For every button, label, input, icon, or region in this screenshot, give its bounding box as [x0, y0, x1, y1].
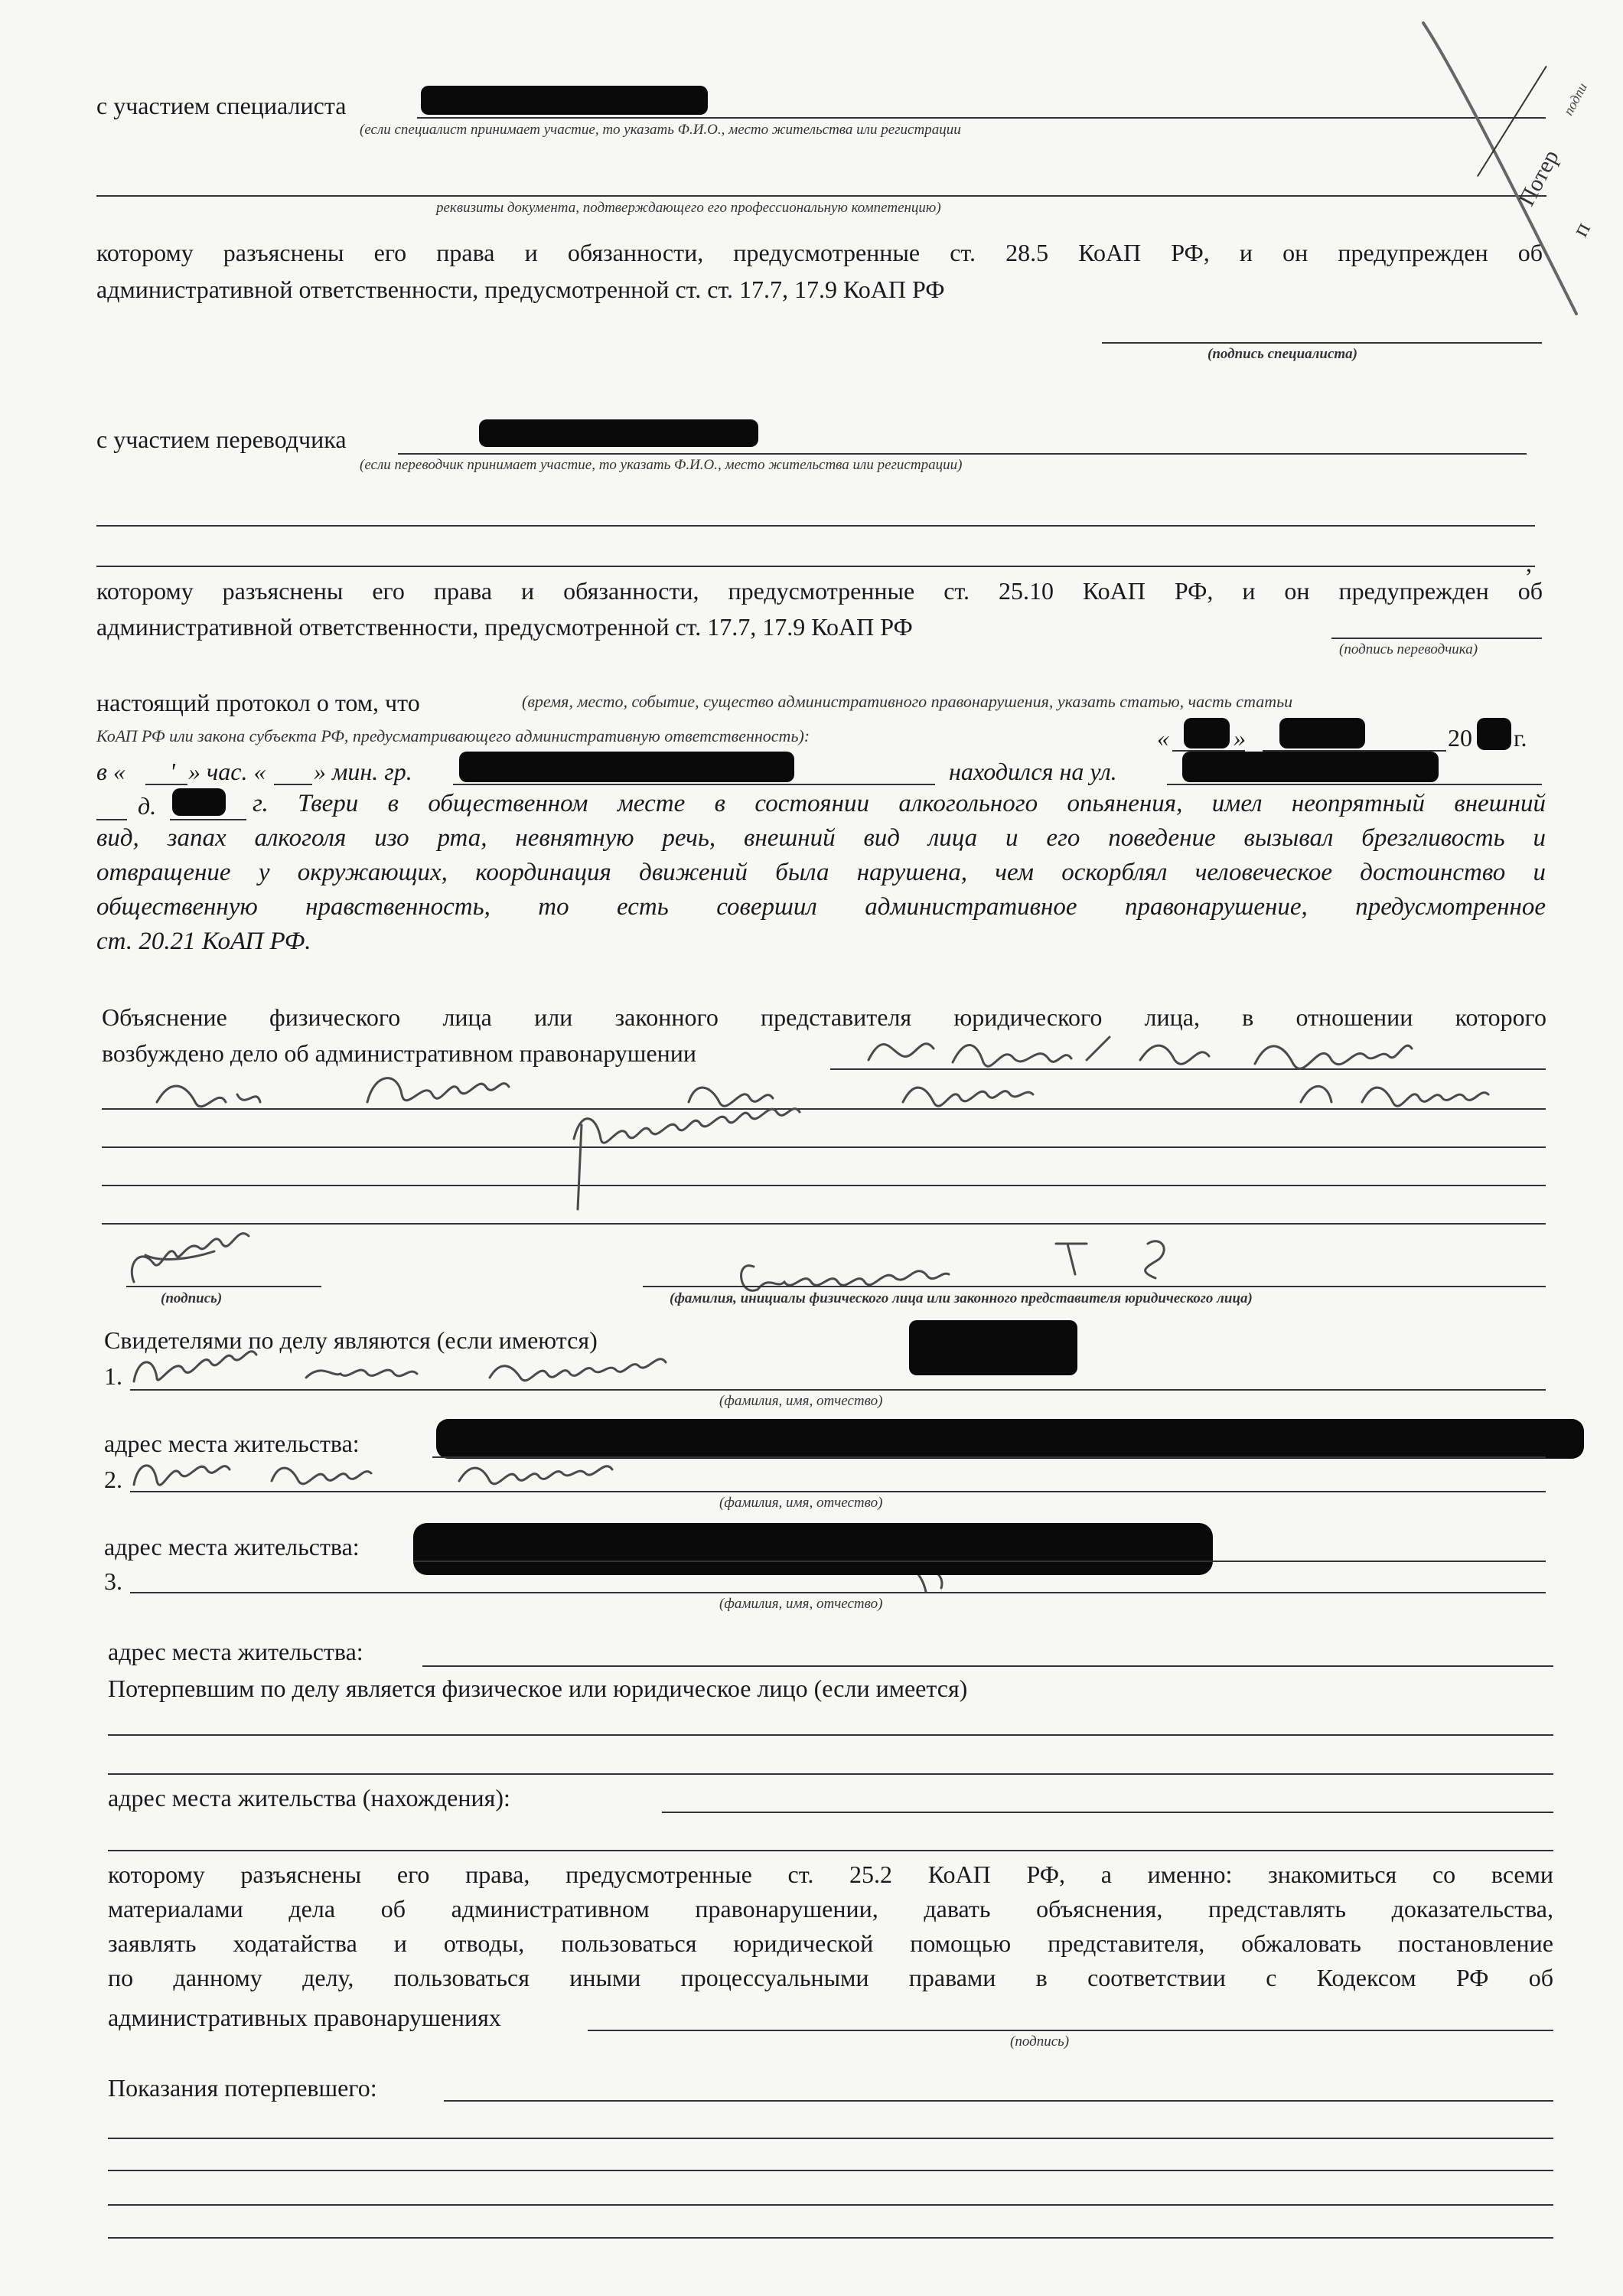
- victim-rights-line1: которому разъяснены его права, предусмотренные ст. 25.2 КоАП РФ, а именно: знакомиться со всеми: [108, 1861, 1553, 1888]
- witness3-fio-line[interactable]: [130, 1592, 1546, 1593]
- translator-comma: ,: [1526, 550, 1532, 577]
- victim-sign-hint: (подпись): [1010, 2033, 1070, 2050]
- protocol-body-line5: ст. 20.21 КоАП РФ.: [96, 928, 311, 955]
- translator-sign-hint: (подпись переводчика): [1339, 641, 1478, 657]
- explanation-handwriting-1: [869, 1037, 1412, 1068]
- victim-line-1[interactable]: [108, 1734, 1553, 1736]
- explanation-name-hint: (фамилия, инициалы физического лица или законного представителя юридического лица): [670, 1290, 1253, 1306]
- testimony-line-1[interactable]: [444, 2100, 1553, 2102]
- testimony-label: Показания потерпевшего:: [108, 2074, 377, 2102]
- redaction-witness1-address: [436, 1419, 1584, 1459]
- victim-address-line[interactable]: [662, 1812, 1553, 1813]
- protocol-intro-hint2: КоАП РФ или закона субъекта РФ, предусматривающего административную ответственность):: [96, 726, 810, 745]
- specialist-docs-hint: реквизиты документа, подтверждающего его профессиональную компетенцию): [436, 200, 941, 216]
- protocol-body-line4: общественную нравственность, то есть совершил административное правонарушение, предусмотренное: [96, 893, 1546, 921]
- victim-title: Потерпевшим по делу является физическое или юридическое лицо (если имеется): [108, 1675, 968, 1702]
- date-open: «: [1157, 724, 1169, 752]
- victim-address-line-2[interactable]: [108, 1850, 1553, 1851]
- protocol-intro: настоящий протокол о том, что: [96, 689, 420, 716]
- time-hour-value: ': [170, 758, 175, 785]
- witness2-address-label: адрес места жительства:: [104, 1533, 360, 1561]
- testimony-line-5[interactable]: [108, 2237, 1553, 2239]
- victim-address-label: адрес места жительства (нахождения):: [108, 1784, 510, 1812]
- explanation-sign-hint: (подпись): [161, 1290, 223, 1306]
- translator-label: с участием переводчика: [96, 426, 347, 453]
- protocol-intro-hint1: (время, место, событие, существо административного правонарушения, указать статью, часть статьи: [522, 692, 1293, 711]
- witness3-address-label: адрес места жительства:: [108, 1638, 363, 1665]
- corner-text-3: п: [1567, 217, 1595, 241]
- explanation-name-line[interactable]: [643, 1286, 1546, 1287]
- witness1-fio-line[interactable]: [130, 1389, 1546, 1391]
- specialist-label: с участием специалиста: [96, 92, 347, 119]
- time-hour: » час. «: [188, 758, 266, 785]
- specialist-hint: (если специалист принимает участие, то указать Ф.И.О., место жительства или регистрации: [360, 122, 961, 138]
- victim-rights-line5: административных правонарушениях: [108, 2004, 501, 2031]
- victim-line-2[interactable]: [108, 1773, 1553, 1775]
- witness3-num: 3.: [104, 1567, 122, 1595]
- witness1-handwriting: [134, 1352, 666, 1381]
- explanation-line1: Объяснение физического лица или законного представителя юридического лица, в отношении которого: [102, 1003, 1546, 1031]
- translator-rights-line2: административной ответственности, предусмотренной ст. 17.7, 17.9 КоАП РФ: [96, 613, 913, 641]
- witness1-address-label: адрес места жительства:: [104, 1430, 360, 1457]
- victim-rights-line2: материалами дела об административном правонарушении, давать объяснения, представлять доказательства,: [108, 1895, 1553, 1923]
- witness3-fio-hint: (фамилия, имя, отчество): [719, 1596, 883, 1612]
- year-suffix: г.: [1514, 724, 1527, 752]
- testimony-line-2[interactable]: [108, 2138, 1553, 2139]
- translator-rights-line1: которому разъяснены его права и обязанности, предусмотренные ст. 25.10 КоАП РФ, и он предупрежден об: [96, 577, 1543, 605]
- witness1-num: 1.: [104, 1362, 122, 1390]
- specialist-rights-line2: административной ответственности, предусмотренной ст. ст. 17.7, 17.9 КоАП РФ: [96, 276, 945, 303]
- time-min: » мин. гр.: [314, 758, 412, 785]
- victim-rights-line4: по данному делу, пользоваться иными процессуальными правами в соответствии с Кодексом РФ об: [108, 1964, 1553, 1991]
- located-label: находился на ул.: [949, 758, 1117, 785]
- redaction-witness2-address: [413, 1523, 1213, 1575]
- protocol-body-line1: г. Твери в общественном месте в состоянии алкогольного опьянения, имел неопрятный внешний: [253, 790, 1546, 817]
- house-label: д.: [138, 792, 157, 820]
- explanation-handwriting-3: [574, 1109, 800, 1209]
- victim-sign-line[interactable]: [588, 2030, 1553, 2031]
- witness2-num: 2.: [104, 1466, 122, 1493]
- redaction-witness-extra: [909, 1320, 1077, 1375]
- corner-text-1: Потер: [1514, 145, 1564, 210]
- explanation-sign-handwriting: [132, 1234, 249, 1282]
- victim-rights-line3: заявлять ходатайства и отводы, пользоваться юридической помощью представителя, обжаловать постановление: [108, 1929, 1553, 1957]
- explanation-line2: возбуждено дело об административном правонарушении: [102, 1039, 697, 1067]
- specialist-sign-hint: (подпись специалиста): [1207, 346, 1357, 362]
- date-close: »: [1234, 724, 1246, 752]
- testimony-line-4[interactable]: [108, 2204, 1553, 2206]
- explanation-sign-line[interactable]: [126, 1286, 321, 1287]
- witness2-fio-hint: (фамилия, имя, отчество): [719, 1495, 883, 1511]
- witness2-handwriting: [134, 1466, 612, 1485]
- year-prefix: 20: [1448, 724, 1472, 752]
- translator-hint: (если переводчик принимает участие, то указать Ф.И.О., место жительства или регистрации): [360, 457, 963, 473]
- specialist-rights-line1: которому разъяснены его права и обязанности, предусмотренные ст. 28.5 КоАП РФ, и он предупрежден об: [96, 239, 1543, 266]
- corner-text-2: подпи: [1560, 80, 1590, 118]
- witness1-address-line[interactable]: [432, 1456, 1546, 1458]
- testimony-line-3[interactable]: [108, 2170, 1553, 2171]
- witness1-fio-hint: (фамилия, имя, отчество): [719, 1393, 883, 1409]
- witness2-fio-line[interactable]: [130, 1491, 1546, 1492]
- time-prefix: в «: [96, 758, 125, 785]
- explanation-name-handwriting: [741, 1241, 1165, 1291]
- protocol-body-line3: отвращение у окружающих, координация движений была нарушена, чем оскорблял человеческое достоинство и: [96, 859, 1546, 886]
- victim-address-line-a[interactable]: [422, 1665, 1553, 1667]
- explanation-handwriting-2: [157, 1078, 1488, 1107]
- protocol-body-line2: вид, запах алкоголя изо рта, невнятную речь, внешний вид лица и его поведение вызывал брезгливость и: [96, 824, 1546, 852]
- witnesses-title: Свидетелями по делу являются (если имеются): [104, 1326, 598, 1354]
- witness2-address-line[interactable]: [413, 1561, 1546, 1562]
